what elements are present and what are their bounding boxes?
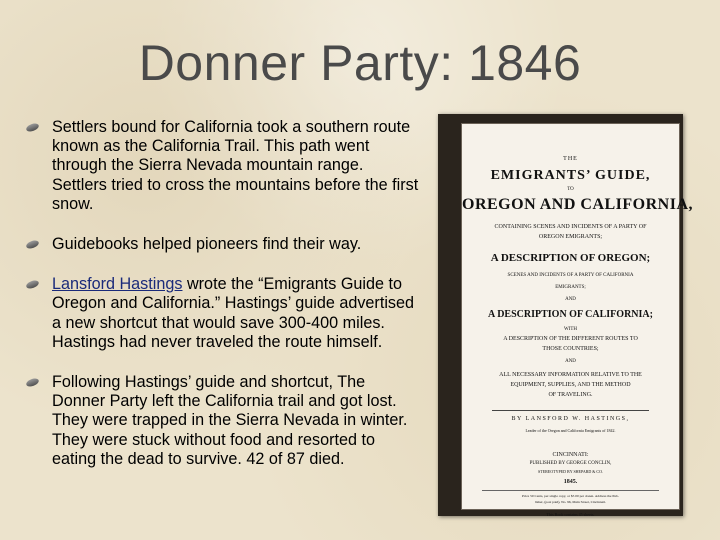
book-those-countries: THOSE COUNTRIES;: [542, 346, 599, 352]
hastings-link[interactable]: Lansford Hastings: [52, 275, 183, 294]
bullet-item: [24, 373, 419, 469]
bullet-icon: [25, 122, 40, 133]
bullet-item: [24, 235, 419, 254]
book-title-page: [461, 123, 694, 517]
bullet-text: Settlers bound for California took a southern route known as the California Trail. This path went through the Sierra Nevada mountain range. Settlers tried to cross the mountains before the first snow.: [52, 118, 419, 213]
bullet-text: wrote the “Emigrants Guide to Oregon and California.” Hastings’ guide advertised a new shortcut that would save 300-400 miles. Hastings had never traveled the route himself.: [52, 275, 415, 351]
book-routes: A DESCRIPTION OF THE DIFFERENT ROUTES TO: [503, 336, 638, 342]
book-divider: [492, 410, 649, 411]
book-with: WITH: [563, 327, 578, 332]
book-author: BY LANSFORD W. HASTINGS,: [511, 416, 630, 422]
book-the: THE: [563, 156, 578, 162]
bullet-icon: [25, 239, 40, 250]
book-scenes-california: SCENES AND INCIDENTS OF A PARTY OF CALIFORNIA: [507, 273, 634, 278]
book-leader: Leader of the Oregon and California Emigrants of 1842.: [525, 428, 616, 433]
book-contains: This Book contains 45 sheets.: [546, 512, 595, 517]
bullet-icon: [25, 377, 40, 388]
book-traveling: OF TRAVELING.: [548, 392, 593, 398]
slide-title: Donner Party: 1846: [138, 35, 582, 91]
book-oregon-emigrants: OREGON EMIGRANTS;: [538, 234, 603, 240]
book-equipment: EQUIPMENT, SUPPLIES, AND THE METHOD: [510, 382, 631, 388]
bullet-list: [24, 118, 419, 490]
book-and: AND: [565, 297, 576, 302]
book-subtitle: OREGON AND CALIFORNIA,: [462, 196, 694, 213]
book-title: EMIGRANTS’ GUIDE,: [490, 168, 651, 183]
bullet-item: [24, 118, 419, 214]
bullet-text: Guidebooks helped pioneers find their way.: [52, 235, 362, 254]
book-city: CINCINNATI:: [552, 452, 589, 458]
bullet-icon: [25, 279, 40, 290]
book-cover-image: [438, 114, 694, 517]
book-desc-california: A DESCRIPTION OF CALIFORNIA;: [488, 309, 653, 320]
book-and-2: AND: [565, 359, 576, 364]
book-year: 1845.: [563, 479, 578, 485]
book-emigrants: EMIGRANTS;: [555, 285, 586, 290]
book-containing: CONTAINING SCENES AND INCIDENTS OF A PARTY OF: [494, 224, 647, 230]
book-publisher: PUBLISHED BY GEORGE CONCLIN,: [529, 461, 612, 466]
book-info: ALL NECESSARY INFORMATION RELATIVE TO THE: [499, 372, 642, 378]
book-divider-2: [482, 490, 659, 491]
book-price: Price 50 Cents, per single copy, or $5 00 per dozen. Address the Pub-: [522, 494, 619, 498]
bullet-text: Following Hastings’ guide and shortcut, The Donner Party left the California trail and got lost. They were trapped in the Sierra Nevada in winter. They were stuck without food and resorted to eating the dead to survive. 42 of 87 died.: [52, 373, 408, 468]
bullet-item: [24, 275, 419, 352]
book-stereotyped: STEREOTYPED BY SHEPARD & CO.: [538, 469, 603, 474]
book-to: TO: [567, 187, 574, 192]
book-desc-oregon: A DESCRIPTION OF OREGON;: [490, 252, 651, 264]
book-address: lisher, (post paid), No. 96, Main Street, Cincinnati.: [534, 500, 607, 504]
